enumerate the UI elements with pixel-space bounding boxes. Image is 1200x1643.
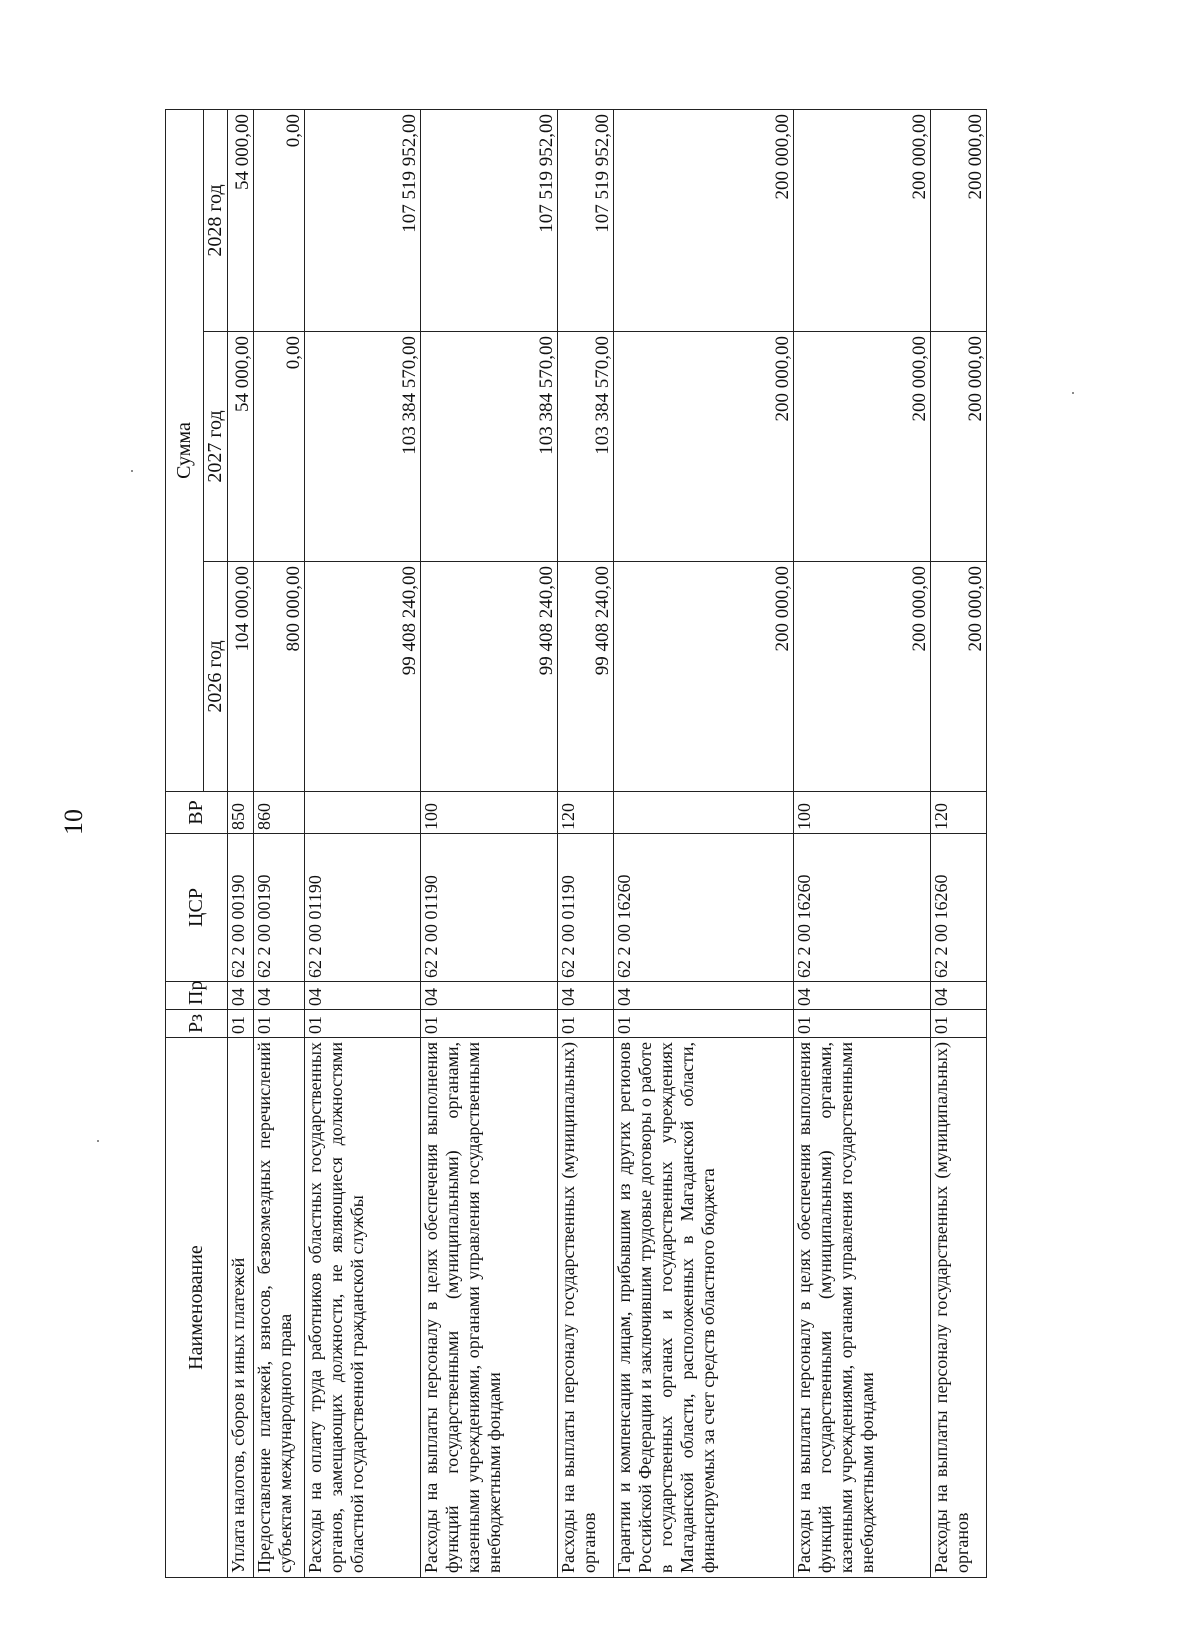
- row-2027: 103 384 570,00: [558, 332, 614, 562]
- row-vr: 120: [931, 792, 987, 834]
- row-2026: 99 408 240,00: [558, 562, 614, 792]
- row-name: Расходы на выплаты персоналу государственных (муниципальных) органов: [558, 1038, 614, 1578]
- row-2026: 99 408 240,00: [305, 562, 421, 792]
- row-csr: 62 2 00 16260: [931, 834, 987, 982]
- table-row: [793, 109, 930, 1577]
- table-row: [228, 109, 254, 1577]
- row-2027: 200 000,00: [613, 332, 793, 562]
- header-pr: Пр: [166, 982, 228, 1010]
- row-rz: 01: [305, 1010, 421, 1038]
- row-rz: 01: [793, 1010, 930, 1038]
- row-name: Расходы на оплату труда работников областных государственных органов, замещающих должности, не являющиеся должностями областной государственной гражданской службы: [305, 1038, 421, 1578]
- row-2027: 200 000,00: [793, 332, 930, 562]
- header-name: Наименование: [166, 1038, 228, 1578]
- row-vr: [613, 792, 793, 834]
- header-vr: ВР: [166, 792, 228, 834]
- row-2026: 200 000,00: [931, 562, 987, 792]
- row-name: Расходы на выплаты персоналу в целях обеспечения выполнения функций государственными (муниципальными) органами, казенными учреждениями, органами управления государственными внебюджетными фондами: [793, 1038, 930, 1578]
- row-rz: 01: [228, 1010, 254, 1038]
- row-pr: 04: [613, 982, 793, 1010]
- row-pr: 04: [420, 982, 557, 1010]
- row-2028: 0,00: [253, 109, 304, 331]
- row-2028: 107 519 952,00: [420, 109, 557, 331]
- row-2028: 200 000,00: [613, 109, 793, 331]
- row-rz: 01: [931, 1010, 987, 1038]
- row-csr: 62 2 00 16260: [613, 834, 793, 982]
- header-sum: Сумма: [166, 109, 204, 791]
- row-csr: 62 2 00 01190: [420, 834, 557, 982]
- header-csr: ЦСР: [166, 834, 228, 982]
- table-row: [253, 109, 304, 1577]
- page-number: 10: [59, 809, 88, 835]
- row-pr: 04: [305, 982, 421, 1010]
- table-row: [558, 109, 614, 1577]
- row-csr: 62 2 00 01190: [305, 834, 421, 982]
- budget-table: [165, 109, 987, 1578]
- row-csr: 62 2 00 01190: [558, 834, 614, 982]
- scan-speck: [97, 1140, 99, 1142]
- row-2027: 200 000,00: [931, 332, 987, 562]
- table-row: [420, 109, 557, 1577]
- row-name: Уплата налогов, сборов и иных платежей: [228, 1038, 254, 1578]
- row-2028: 200 000,00: [793, 109, 930, 331]
- row-pr: 04: [253, 982, 304, 1010]
- row-2027: 0,00: [253, 332, 304, 562]
- table-row: [931, 109, 987, 1577]
- row-pr: 04: [558, 982, 614, 1010]
- row-2027: 103 384 570,00: [420, 332, 557, 562]
- row-csr: 62 2 00 00190: [253, 834, 304, 982]
- row-vr: 120: [558, 792, 614, 834]
- budget-table-container: [165, 110, 987, 1578]
- row-pr: 04: [228, 982, 254, 1010]
- row-vr: 100: [793, 792, 930, 834]
- row-csr: 62 2 00 00190: [228, 834, 254, 982]
- header-2026: 2026 год: [204, 562, 228, 792]
- row-2028: 200 000,00: [931, 109, 987, 331]
- row-pr: 04: [931, 982, 987, 1010]
- row-rz: 01: [420, 1010, 557, 1038]
- row-2026: 800 000,00: [253, 562, 304, 792]
- header-2028: 2028 год: [204, 109, 228, 331]
- row-2028: 107 519 952,00: [305, 109, 421, 331]
- scan-speck: [131, 470, 133, 472]
- table-row: [305, 109, 421, 1577]
- row-2028: 54 000,00: [228, 109, 254, 331]
- row-csr: 62 2 00 16260: [793, 834, 930, 982]
- row-vr: 850: [228, 792, 254, 834]
- header-row-top: [166, 109, 204, 1577]
- row-pr: 04: [793, 982, 930, 1010]
- row-vr: 860: [253, 792, 304, 834]
- row-2027: 54 000,00: [228, 332, 254, 562]
- row-vr: [305, 792, 421, 834]
- row-rz: 01: [613, 1010, 793, 1038]
- row-name: Расходы на выплаты персоналу государственных (муниципальных) органов: [931, 1038, 987, 1578]
- row-rz: 01: [253, 1010, 304, 1038]
- row-rz: 01: [558, 1010, 614, 1038]
- row-name: Предоставление платежей, взносов, безвозмездных перечислений субъектам международного права: [253, 1038, 304, 1578]
- row-vr: 100: [420, 792, 557, 834]
- scan-speck: [1072, 392, 1074, 394]
- header-rz: Рз: [166, 1010, 228, 1038]
- row-name: Гарантии и компенсации лицам, прибывшим из других регионов Российской Федерации и заключившим трудовые договоры о работе в государственных органах и государственных учреждениях Магаданской области, расположенных в Магаданской области, финансируемых за счет средств областного бюджета: [613, 1038, 793, 1578]
- row-name: Расходы на выплаты персоналу в целях обеспечения выполнения функций государственными (муниципальными) органами, казенными учреждениями, органами управления государственными внебюджетными фондами: [420, 1038, 557, 1578]
- table-row: [613, 109, 793, 1577]
- row-2026: 200 000,00: [793, 562, 930, 792]
- row-2026: 99 408 240,00: [420, 562, 557, 792]
- row-2026: 200 000,00: [613, 562, 793, 792]
- row-2027: 103 384 570,00: [305, 332, 421, 562]
- header-2027: 2027 год: [204, 332, 228, 562]
- row-2028: 107 519 952,00: [558, 109, 614, 331]
- row-2026: 104 000,00: [228, 562, 254, 792]
